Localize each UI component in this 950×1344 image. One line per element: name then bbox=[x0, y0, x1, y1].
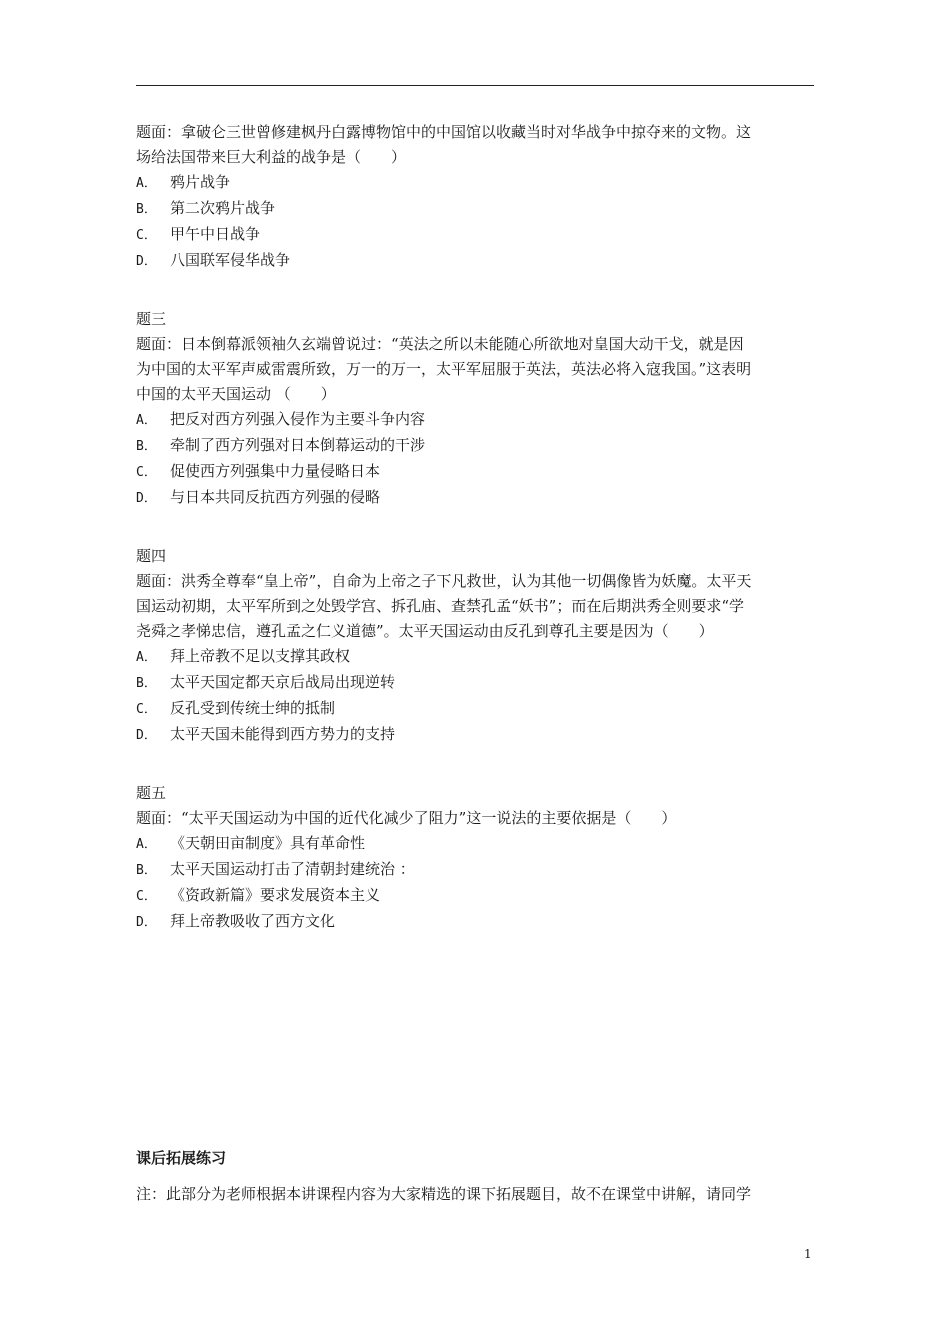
question-2-option-d bbox=[136, 248, 814, 274]
option-letter: B． bbox=[136, 439, 157, 454]
extension-title: 课后拓展练习 bbox=[136, 1149, 227, 1167]
option-letter: C． bbox=[136, 465, 157, 480]
option-letter: B． bbox=[136, 202, 157, 217]
option-text: 太平天国未能得到西方势力的支持 bbox=[170, 725, 396, 743]
page-number: 1 bbox=[804, 1247, 812, 1261]
question-4-label: 题四 bbox=[136, 547, 167, 565]
option-text: 第二次鸦片战争 bbox=[170, 199, 276, 217]
option-text: 甲午中日战争 bbox=[170, 225, 261, 243]
extension-section bbox=[136, 1146, 814, 1207]
questions-content bbox=[136, 120, 814, 935]
option-text: 鸦片战争 bbox=[170, 173, 231, 191]
question-2-option-a bbox=[136, 170, 814, 196]
option-letter: C． bbox=[136, 228, 157, 243]
question-3-option-d bbox=[136, 485, 814, 511]
question-3-stem-line-1: 题面：日本倒幕派领袖久玄端曾说过：“英法之所以未能随心所欲地对皇国大动干戈，就是因 bbox=[136, 335, 744, 353]
option-letter: A． bbox=[136, 413, 157, 428]
option-letter: B． bbox=[136, 863, 157, 878]
option-text: 促使西方列强集中力量侵略日本 bbox=[170, 462, 381, 480]
question-4-option-c bbox=[136, 696, 814, 722]
question-4-stem-line-2: 国运动初期，太平军所到之处毁学宫、拆孔庙、查禁孔孟“妖书”；而在后期洪秀全则要求“学 bbox=[136, 597, 745, 615]
question-5-stem-line-1: 题面：“太平天国运动为中国的近代化减少了阻力”这一说法的主要依据是（ ） bbox=[136, 809, 677, 827]
question-3-option-c bbox=[136, 459, 814, 485]
question-2-option-b bbox=[136, 196, 814, 222]
option-text: 太平天国定都天京后战局出现逆转 bbox=[170, 673, 396, 691]
header-rule bbox=[136, 85, 814, 86]
question-3-stem-line-2: 为中国的太平军声威雷震所致，万一的万一，太平军屈服于英法，英法必将入寇我国。”这表明 bbox=[136, 360, 752, 378]
question-5-label: 题五 bbox=[136, 784, 167, 802]
option-text: 太平天国运动打击了清朝封建统治 ： bbox=[170, 860, 415, 878]
question-5 bbox=[136, 781, 814, 935]
option-text: 把反对西方列强入侵作为主要斗争内容 bbox=[170, 410, 426, 428]
option-letter: D． bbox=[136, 915, 157, 930]
question-2-stem-line-1: 题面：拿破仑三世曾修建枫丹白露博物馆中的中国馆以收藏当时对华战争中掠夺来的文物。这 bbox=[136, 123, 752, 141]
question-2 bbox=[136, 120, 814, 274]
option-text: 八国联军侵华战争 bbox=[170, 251, 291, 269]
question-5-option-b bbox=[136, 857, 814, 883]
option-text: 《天朝田亩制度》具有革命性 bbox=[170, 834, 366, 852]
question-3-option-a bbox=[136, 407, 814, 433]
question-2-stem-line-2: 场给法国带来巨大利益的战争是（ ） bbox=[136, 148, 407, 166]
option-text: 拜上帝教不足以支撑其政权 bbox=[170, 647, 351, 665]
question-4-stem-line-3: 尧舜之孝悌忠信，遵孔孟之仁义道德”。太平天国运动由反孔到尊孔主要是因为（ ） bbox=[136, 622, 714, 640]
question-4-option-b bbox=[136, 670, 814, 696]
option-letter: D． bbox=[136, 728, 157, 743]
option-letter: A． bbox=[136, 837, 157, 852]
option-letter: D． bbox=[136, 491, 157, 506]
question-5-option-a bbox=[136, 831, 814, 857]
question-3-option-b bbox=[136, 433, 814, 459]
extension-note: 注：此部分为老师根据本讲课程内容为大家精选的课下拓展题目，故不在课堂中讲解，请同学 bbox=[136, 1185, 752, 1203]
question-5-option-d bbox=[136, 909, 814, 935]
option-text: 反孔受到传统士绅的抵制 bbox=[170, 699, 336, 717]
option-letter: C． bbox=[136, 889, 157, 904]
question-3-label: 题三 bbox=[136, 310, 167, 328]
question-3 bbox=[136, 307, 814, 511]
question-4-option-d bbox=[136, 722, 814, 748]
question-3-stem-line-3: 中国的太平天国运动 （ ） bbox=[136, 385, 336, 403]
option-letter: C． bbox=[136, 702, 157, 717]
question-2-option-c bbox=[136, 222, 814, 248]
question-4 bbox=[136, 544, 814, 748]
option-text: 牵制了西方列强对日本倒幕运动的干涉 bbox=[170, 436, 426, 454]
question-4-option-a bbox=[136, 644, 814, 670]
option-letter: A． bbox=[136, 650, 157, 665]
option-text: 与日本共同反抗西方列强的侵略 bbox=[170, 488, 381, 506]
option-letter: D． bbox=[136, 254, 157, 269]
question-5-option-c bbox=[136, 883, 814, 909]
option-text: 拜上帝教吸收了西方文化 bbox=[170, 912, 336, 930]
option-letter: B． bbox=[136, 676, 157, 691]
question-4-stem-line-1: 题面：洪秀全尊奉“皇上帝”，自命为上帝之子下凡救世，认为其他一切偶像皆为妖魔。太平天 bbox=[136, 572, 752, 590]
option-letter: A． bbox=[136, 176, 157, 191]
option-text: 《资政新篇》要求发展资本主义 bbox=[170, 886, 381, 904]
